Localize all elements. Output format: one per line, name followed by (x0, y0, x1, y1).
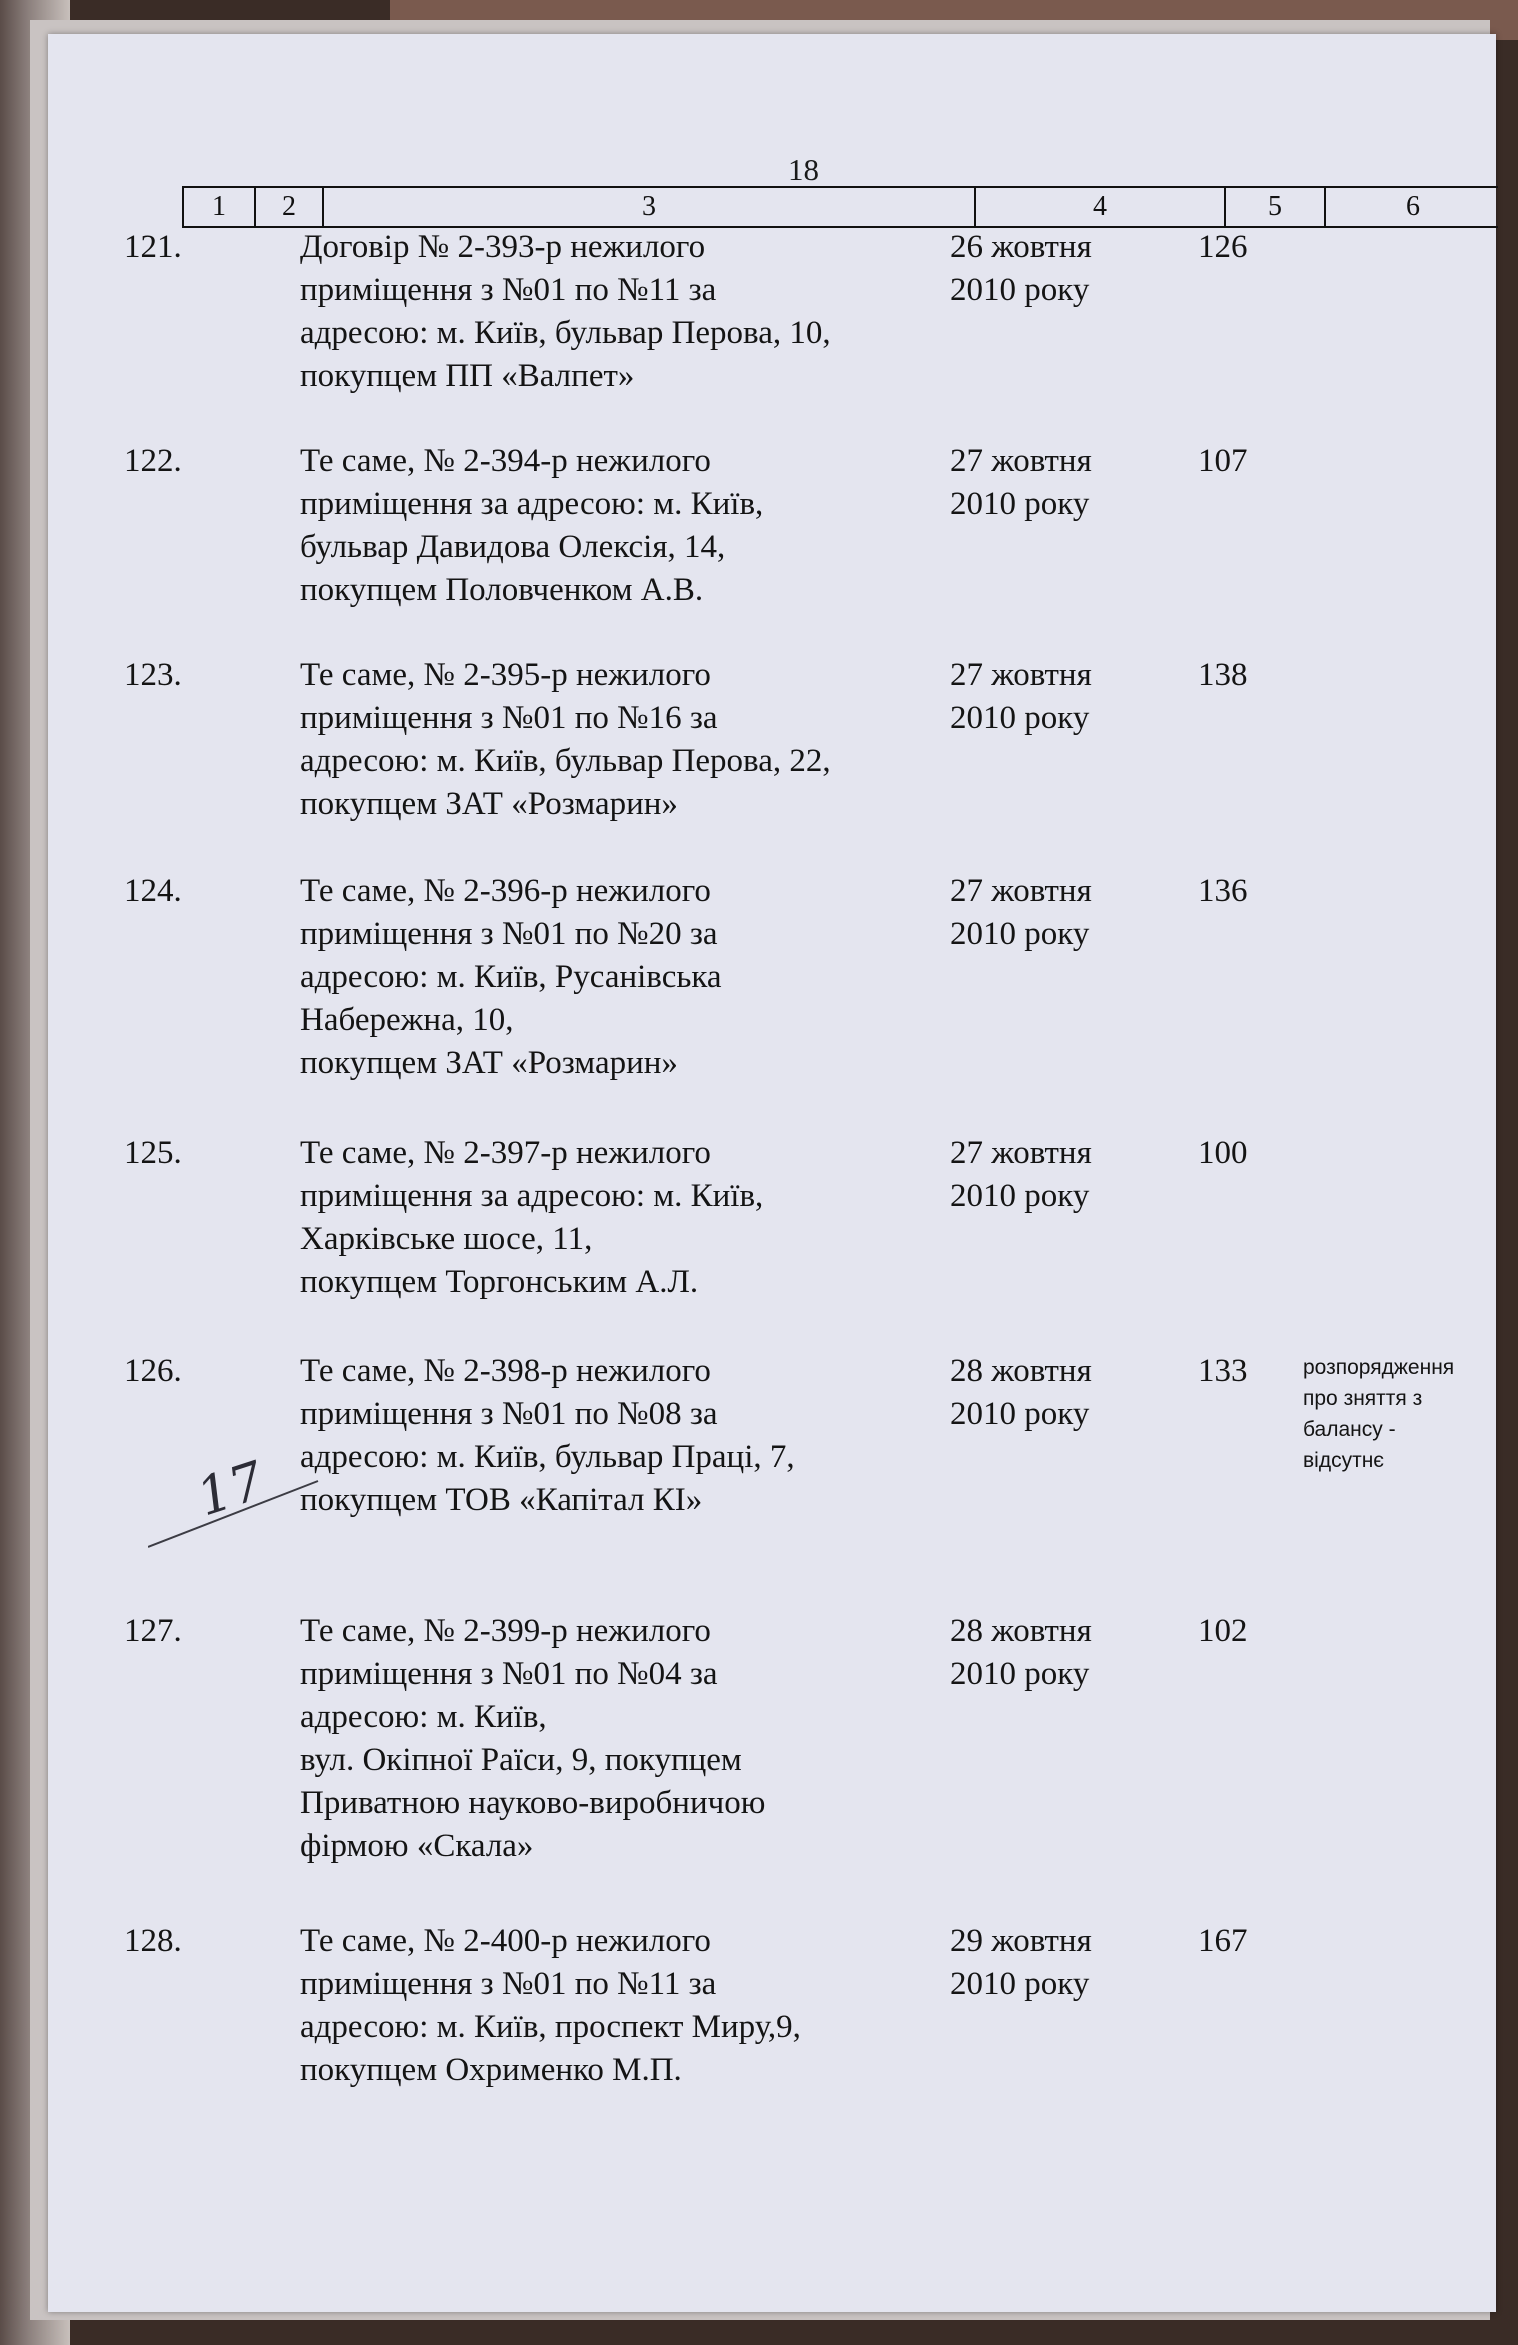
entry-number: 125. (124, 1135, 182, 1171)
table-header-col-2: 2 (254, 188, 322, 226)
entry-number: 127. (124, 1613, 182, 1649)
entry-number: 122. (124, 443, 182, 479)
table-header-col-4: 4 (974, 188, 1224, 226)
table-header-col-5: 5 (1224, 188, 1324, 226)
entry-date: 27 жовтня 2010 року (950, 657, 1092, 736)
entry-count: 107 (1198, 443, 1248, 479)
handwritten-mark-text: 17 (190, 1450, 272, 1529)
entry-count: 126 (1198, 229, 1248, 265)
entry-number: 128. (124, 1923, 182, 1959)
entry-count: 100 (1198, 1135, 1248, 1171)
entry-description: Те саме, № 2-394-р нежилого приміщення за адресою: м. Київ, бульвар Давидова Олексія, 14, покупцем Половченком А.В. (300, 443, 764, 608)
entry-number: 126. (124, 1353, 182, 1389)
entry-date: 27 жовтня 2010 року (950, 443, 1092, 522)
entry-number: 121. (124, 229, 182, 265)
page-number: 18 (788, 152, 819, 187)
handwritten-mark (148, 1429, 328, 1569)
entry-description: Договір № 2-393-р нежилого приміщення з №01 по №11 за адресою: м. Київ, бульвар Перова, 10, покупцем ПП «Валпет» (300, 229, 831, 394)
entry-date: 26 жовтня 2010 року (950, 229, 1092, 308)
entry-date: 27 жовтня 2010 року (950, 1135, 1092, 1214)
document-page (48, 34, 1496, 2312)
entry-count: 138 (1198, 657, 1248, 693)
table-header-row (182, 186, 1498, 228)
entry-note: розпорядження про зняття з балансу - відсутнє (1303, 1356, 1455, 1472)
entry-description: Те саме, № 2-400-р нежилого приміщення з №01 по №11 за адресою: м. Київ, проспект Миру,9, покупцем Охрименко М.П. (300, 1923, 801, 2088)
table-header-col-1: 1 (182, 188, 254, 226)
entry-date: 29 жовтня 2010 року (950, 1923, 1092, 2002)
entry-description: Те саме, № 2-398-р нежилого приміщення з №01 по №08 за адресою: м. Київ, бульвар Праці, 7, покупцем ТОВ «Капітал КІ» (300, 1353, 795, 1518)
table-header-col-6: 6 (1324, 188, 1500, 226)
table-header-col-3: 3 (322, 188, 974, 226)
entry-number: 124. (124, 873, 182, 909)
entry-count: 136 (1198, 873, 1248, 909)
entry-date: 28 жовтня 2010 року (950, 1353, 1092, 1432)
entry-count: 133 (1198, 1353, 1248, 1389)
entry-description: Те саме, № 2-399-р нежилого приміщення з №01 по №04 за адресою: м. Київ, вул. Окіпної Раїси, 9, покупцем Приватною науково-виробничою фірмою «Скала» (300, 1613, 766, 1864)
entry-count: 167 (1198, 1923, 1248, 1959)
entry-number: 123. (124, 657, 182, 693)
entry-description: Те саме, № 2-397-р нежилого приміщення за адресою: м. Київ, Харківське шосе, 11, покупцем Торгонським А.Л. (300, 1135, 764, 1300)
entry-date: 28 жовтня 2010 року (950, 1613, 1092, 1692)
entry-description: Те саме, № 2-395-р нежилого приміщення з №01 по №16 за адресою: м. Київ, бульвар Перова, 22, покупцем ЗАТ «Розмарин» (300, 657, 831, 822)
entry-count: 102 (1198, 1613, 1248, 1649)
entry-description: Те саме, № 2-396-р нежилого приміщення з №01 по №20 за адресою: м. Київ, Русанівська Набережна, 10, покупцем ЗАТ «Розмарин» (300, 873, 722, 1081)
entry-date: 27 жовтня 2010 року (950, 873, 1092, 952)
